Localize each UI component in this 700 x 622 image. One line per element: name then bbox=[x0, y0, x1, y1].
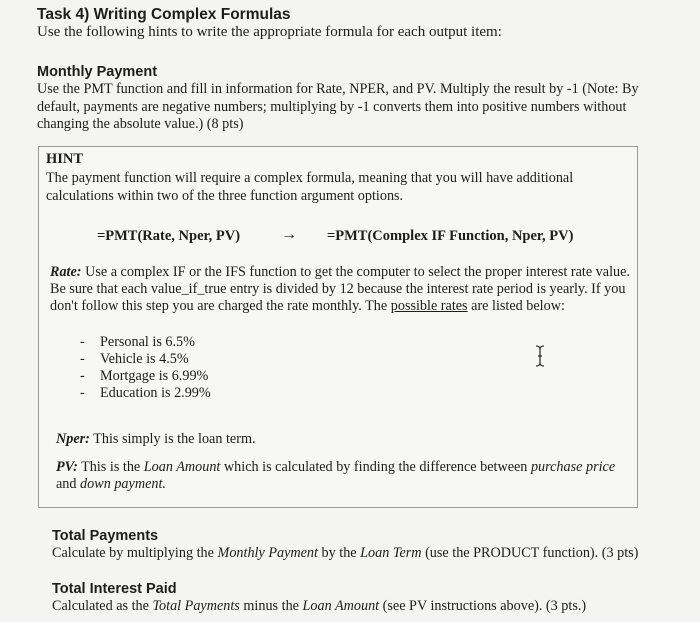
hint-heading: HINT bbox=[46, 151, 84, 167]
rate-explanation bbox=[50, 264, 630, 315]
rates-list bbox=[76, 334, 211, 402]
tp-monthly-payment: Monthly Payment bbox=[217, 545, 318, 561]
monthly-payment-heading: Monthly Payment bbox=[37, 64, 158, 80]
pv-down-payment: down payment. bbox=[80, 476, 166, 492]
ti-text: (see PV instructions above). (3 pts.) bbox=[379, 598, 587, 614]
total-interest-heading: Total Interest Paid bbox=[52, 581, 177, 597]
rate-text: entry is divided by 12 because the interest rate period is yearly. If you bbox=[226, 281, 626, 297]
pv-text: This is the bbox=[77, 459, 144, 475]
monthly-payment-instructions bbox=[37, 81, 677, 134]
possible-rates-text: possible rates bbox=[390, 298, 468, 314]
pv-line bbox=[56, 459, 615, 476]
tp-text: Calculate by multiplying the bbox=[52, 545, 218, 561]
nper-explanation bbox=[56, 431, 256, 448]
task-title: Task 4) Writing Complex Formulas bbox=[37, 6, 291, 23]
hint-description bbox=[46, 169, 573, 205]
rate-line bbox=[50, 264, 630, 281]
total-interest-instructions bbox=[52, 598, 586, 615]
tp-text: (use the PRODUCT function). (3 pts) bbox=[421, 545, 639, 561]
nper-text: This simply is the loan term. bbox=[89, 431, 256, 447]
pv-text: and bbox=[56, 476, 81, 492]
rate-line bbox=[50, 281, 630, 298]
tp-text: by the bbox=[317, 545, 361, 561]
rate-item-vehicle: - Vehicle is 4.5% bbox=[76, 351, 211, 368]
pv-label: PV: bbox=[56, 459, 78, 475]
text-cursor-icon bbox=[535, 345, 545, 373]
ti-text: Calculated as the bbox=[52, 598, 153, 614]
ti-loan-amount: Loan Amount bbox=[302, 598, 380, 614]
monthly-payment-line: changing the absolute value.) (8 pts) bbox=[37, 116, 244, 132]
pv-text: which is calculated by finding the difference between bbox=[220, 459, 531, 475]
rate-item-education: - Education is 2.99% bbox=[76, 385, 211, 402]
rate-text: Be sure that each bbox=[50, 281, 151, 297]
total-payments-heading: Total Payments bbox=[52, 528, 159, 544]
ti-text: minus the bbox=[239, 598, 303, 614]
rate-text: don't follow this step you are charged the rate monthly. The bbox=[50, 298, 391, 314]
pv-explanation bbox=[56, 459, 615, 493]
rate-text: are listed below: bbox=[467, 298, 565, 314]
pv-line bbox=[56, 476, 615, 493]
total-payments-instructions bbox=[52, 545, 638, 562]
formula-complex: =PMT(Complex IF Function, Nper, PV) bbox=[327, 228, 574, 244]
hint-line: The payment function will require a complex formula, meaning that you will have additional bbox=[46, 170, 574, 186]
monthly-payment-line: default, payments are negative numbers; multiplying by -1 converts them into positive numbers without bbox=[37, 98, 627, 115]
task-subtitle: Use the following hints to write the appropriate formula for each output item: bbox=[37, 24, 502, 40]
rate-line bbox=[50, 298, 630, 315]
rate-text: Use a complex IF or the IFS function to get the computer to select the proper interest rate value. bbox=[85, 264, 630, 280]
pv-loan-amount: Loan Amount bbox=[143, 459, 221, 475]
formula-original: =PMT(Rate, Nper, PV) bbox=[97, 228, 241, 244]
nper-label: Nper: bbox=[56, 431, 90, 447]
ti-total-payments: Total Payments bbox=[152, 598, 240, 614]
value-if-true-code: value_if_true bbox=[150, 281, 227, 297]
rate-item-mortgage: - Mortgage is 6.99% bbox=[76, 368, 211, 385]
hint-line: calculations within two of the three function argument options. bbox=[46, 188, 404, 204]
rate-label: Rate: bbox=[50, 264, 82, 280]
pv-purchase-price: purchase price bbox=[530, 459, 616, 475]
rate-item-personal: - Personal is 6.5% bbox=[76, 334, 211, 351]
tp-loan-term: Loan Term bbox=[360, 545, 422, 561]
right-arrow-icon: → bbox=[281, 226, 297, 243]
monthly-payment-line: Use the PMT function and fill in information for Rate, NPER, and PV. Multiply the result by -1 (Note: By bbox=[37, 81, 639, 97]
